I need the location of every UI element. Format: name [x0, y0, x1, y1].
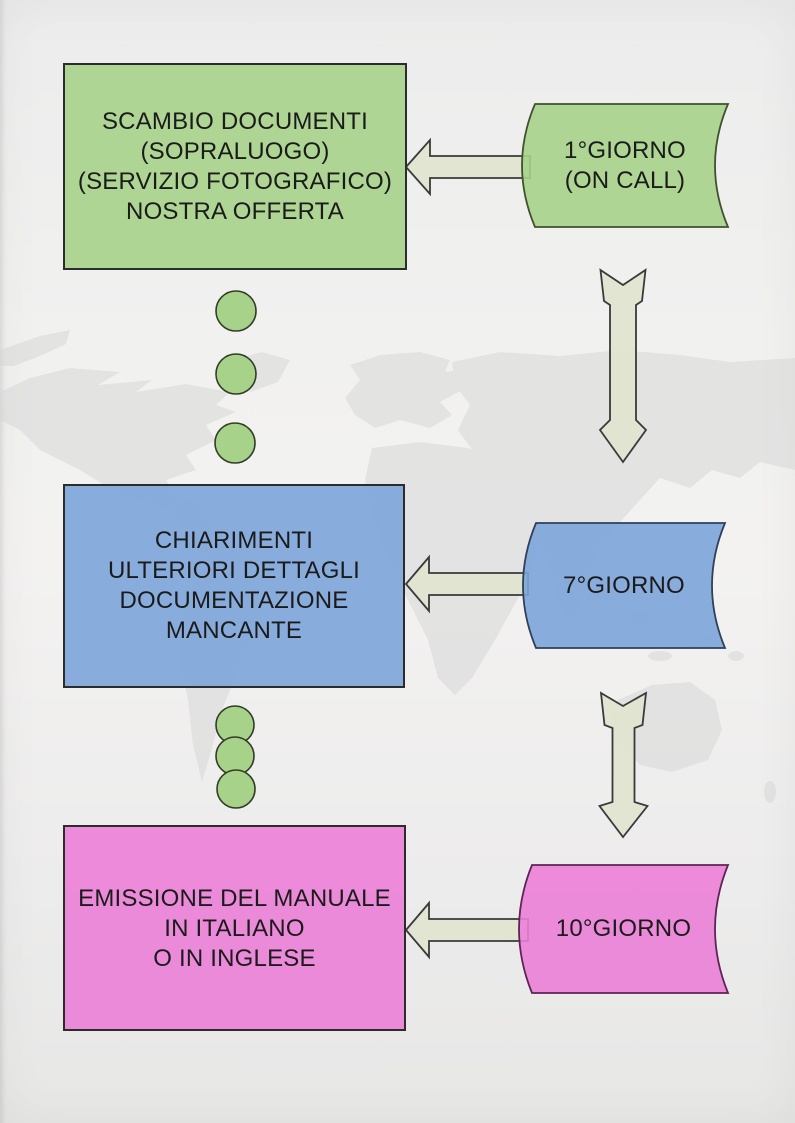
tape-line: 1°GIORNO [564, 136, 686, 164]
step-box-3-label [66, 829, 403, 1028]
box-line: NOSTRA OFFERTA [126, 197, 344, 225]
arrow-left-3 [406, 903, 528, 957]
tape-line: 7°GIORNO [563, 571, 685, 599]
arrow-left-1 [406, 140, 530, 194]
box-line: SCAMBIO DOCUMENTI [101, 107, 369, 135]
arrow-down-2 [600, 693, 648, 837]
box-line: (SOPRALUOGO) [140, 137, 330, 165]
box-line: O IN INGLESE [153, 944, 316, 972]
tape-line: (ON CALL) [564, 166, 686, 194]
box-line: IN ITALIANO [164, 914, 305, 942]
arrow-down-1 [600, 270, 646, 462]
arrow-left-2 [406, 557, 528, 611]
box-line: MANCANTE [165, 617, 303, 644]
box-line: DOCUMENTAZIONE [119, 587, 349, 614]
box-line: (SERVIZIO FOTOGRAFICO) [77, 167, 393, 195]
box-line: EMISSIONE DEL MANUALE [78, 884, 391, 912]
connector-dot [217, 770, 255, 808]
box-line: ULTERIORI DETTAGLI [107, 557, 361, 584]
box-line: CHIARIMENTI [154, 527, 314, 554]
connector-dot [216, 291, 256, 331]
tape-line: 10°GIORNO [555, 915, 692, 942]
step-box-2-label [66, 487, 402, 685]
step-box-1-label [66, 66, 404, 267]
connector-dot [216, 354, 256, 394]
tape-3-label [519, 865, 728, 993]
connector-dot [215, 423, 255, 463]
tape-2-label [523, 523, 725, 648]
tape-1-label [522, 104, 728, 227]
